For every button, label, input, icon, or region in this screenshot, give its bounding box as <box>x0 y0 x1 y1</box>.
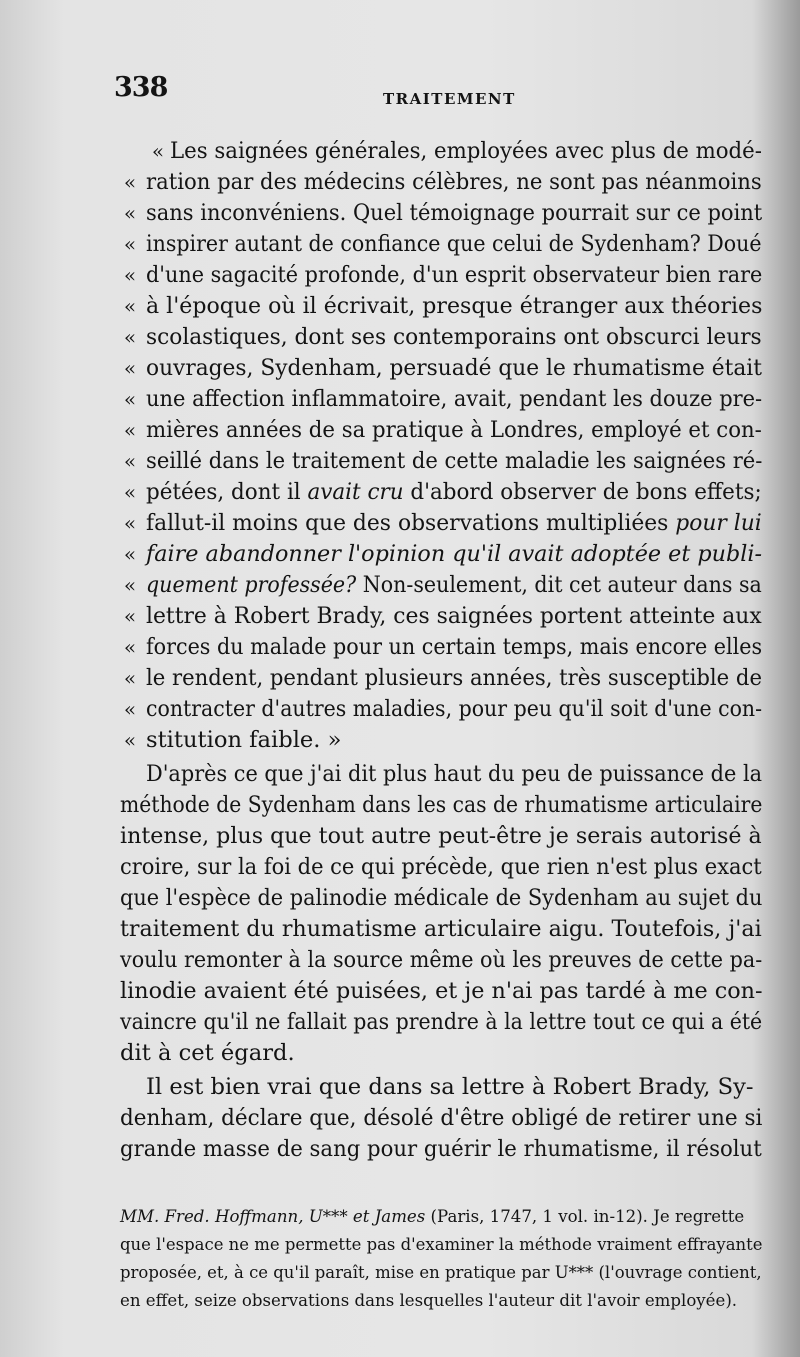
quote-mark: « <box>123 449 137 473</box>
quote-text: pétées, dont il avait cru d'abord observer de bons effets; <box>146 479 762 505</box>
quote-text <box>146 539 762 570</box>
paragraph-line: que l'espèce de palinodie médicale de Sydenham au sujet du <box>120 885 763 911</box>
quote-text: seillé dans le traitement de cette maladie les saignées ré- <box>146 448 763 474</box>
quote-text: ration par des médecins célèbres, ne sont pas néanmoins <box>146 169 762 195</box>
footnote-line: MM. Fred. Hoffmann, U*** et James (Paris, 1747, 1 vol. in-12). Je regrette <box>120 1207 745 1226</box>
italic-phrase: quement professée? <box>146 572 357 598</box>
quote-text: forces du malade pour un certain temps, mais encore elles <box>146 634 763 660</box>
quote-text: stitution faible. » <box>146 727 342 753</box>
quote-mark: « <box>123 170 137 194</box>
italic-phrase: faire abandonner l'opinion qu'il avait adoptée et publi- <box>146 541 762 567</box>
paragraph-line: traitement du rhumatisme articulaire aigu. Toutefois, j'ai <box>120 916 762 942</box>
quote-mark: « <box>123 418 137 442</box>
quote-mark: « <box>123 573 137 597</box>
quote-mark: « <box>123 356 137 380</box>
quote-text: lettre à Robert Brady, ces saignées portent atteinte aux <box>146 603 762 629</box>
quote-text: Les saignées générales, employées avec plus de modé- <box>170 138 762 164</box>
quote-mark: « <box>123 666 137 690</box>
quote-text: d'une sagacité profonde, d'un esprit observateur bien rare <box>146 262 763 288</box>
paragraph-line: vaincre qu'il ne fallait pas prendre à la lettre tout ce qui a été <box>120 1009 763 1035</box>
quote-text: mières années de sa pratique à Londres, employé et con- <box>146 417 762 443</box>
quote-mark: « <box>151 139 165 163</box>
quote-text: sans inconvéniens. Quel témoignage pourrait sur ce point <box>146 200 763 226</box>
quote-mark: « <box>123 480 137 504</box>
paragraph-line: grande masse de sang pour guérir le rhumatisme, il résolut <box>120 1136 762 1162</box>
italic-phrase: pour lui <box>675 510 762 536</box>
quote-mark: « <box>123 511 137 535</box>
quote-mark: « <box>123 263 137 287</box>
paragraph-line: D'après ce que j'ai dit plus haut du peu de puissance de la <box>146 761 763 787</box>
footnote-line: que l'espace ne me permette pas d'examiner la méthode vraiment effrayante <box>120 1235 763 1254</box>
quote-text: à l'époque où il écrivait, presque étranger aux théories <box>146 293 763 319</box>
quote-mark: « <box>123 201 137 225</box>
quote-mark: « <box>123 728 137 752</box>
paragraph-line: linodie avaient été puisées, et je n'ai pas tardé à me con- <box>120 978 763 1004</box>
quote-text: scolastiques, dont ses contemporains ont obscurci leurs <box>146 324 762 350</box>
quote-mark: « <box>123 604 137 628</box>
quote-text: ouvrages, Sydenham, persuadé que le rhumatisme était <box>146 355 762 381</box>
quote-mark: « <box>123 294 137 318</box>
page-number: 338 <box>114 72 168 103</box>
paragraph-line: croire, sur la foi de ce qui précède, que rien n'est plus exact <box>120 854 762 880</box>
quote-text: inspirer autant de confiance que celui de Sydenham? Doué <box>146 231 762 257</box>
paragraph-line: dit à cet égard. <box>120 1040 295 1066</box>
quote-mark: « <box>123 387 137 411</box>
italic-phrase: avait cru <box>307 479 404 505</box>
quote-mark: « <box>123 697 137 721</box>
paragraph-line: intense, plus que tout autre peut-être je serais autorisé à <box>120 823 762 849</box>
quote-mark: « <box>123 325 137 349</box>
quote-mark: « <box>123 542 137 566</box>
quote-text: fallut-il moins que des observations multipliées pour lui <box>146 510 762 536</box>
quote-text: le rendent, pendant plusieurs années, très susceptible de <box>146 665 762 691</box>
footnote-line: en effet, seize observations dans lesquelles l'auteur dit l'avoir employée). <box>120 1291 738 1310</box>
quote-text: quement professée? Non-seulement, dit cet auteur dans sa <box>146 572 762 598</box>
italic-phrase: MM. Fred. Hoffmann, U*** et James <box>120 1207 426 1226</box>
quote-text: une affection inflammatoire, avait, pendant les douze pre- <box>146 386 763 412</box>
paragraph-line: méthode de Sydenham dans les cas de rhumatisme articulaire <box>120 792 763 818</box>
running-head: TRAITEMENT <box>383 90 516 108</box>
footnote-line: proposée, et, à ce qu'il paraît, mise en pratique par U*** (l'ouvrage contient, <box>120 1263 762 1282</box>
quote-mark: « <box>123 232 137 256</box>
quote-text: contracter d'autres maladies, pour peu qu'il soit d'une con- <box>146 696 763 722</box>
paragraph-line: Il est bien vrai que dans sa lettre à Robert Brady, Sy- <box>146 1074 754 1100</box>
paragraph-line: denham, déclare que, désolé d'être obligé de retirer une si <box>120 1105 763 1131</box>
paragraph-line: voulu remonter à la source même où les preuves de cette pa- <box>120 947 763 973</box>
quote-mark: « <box>123 635 137 659</box>
